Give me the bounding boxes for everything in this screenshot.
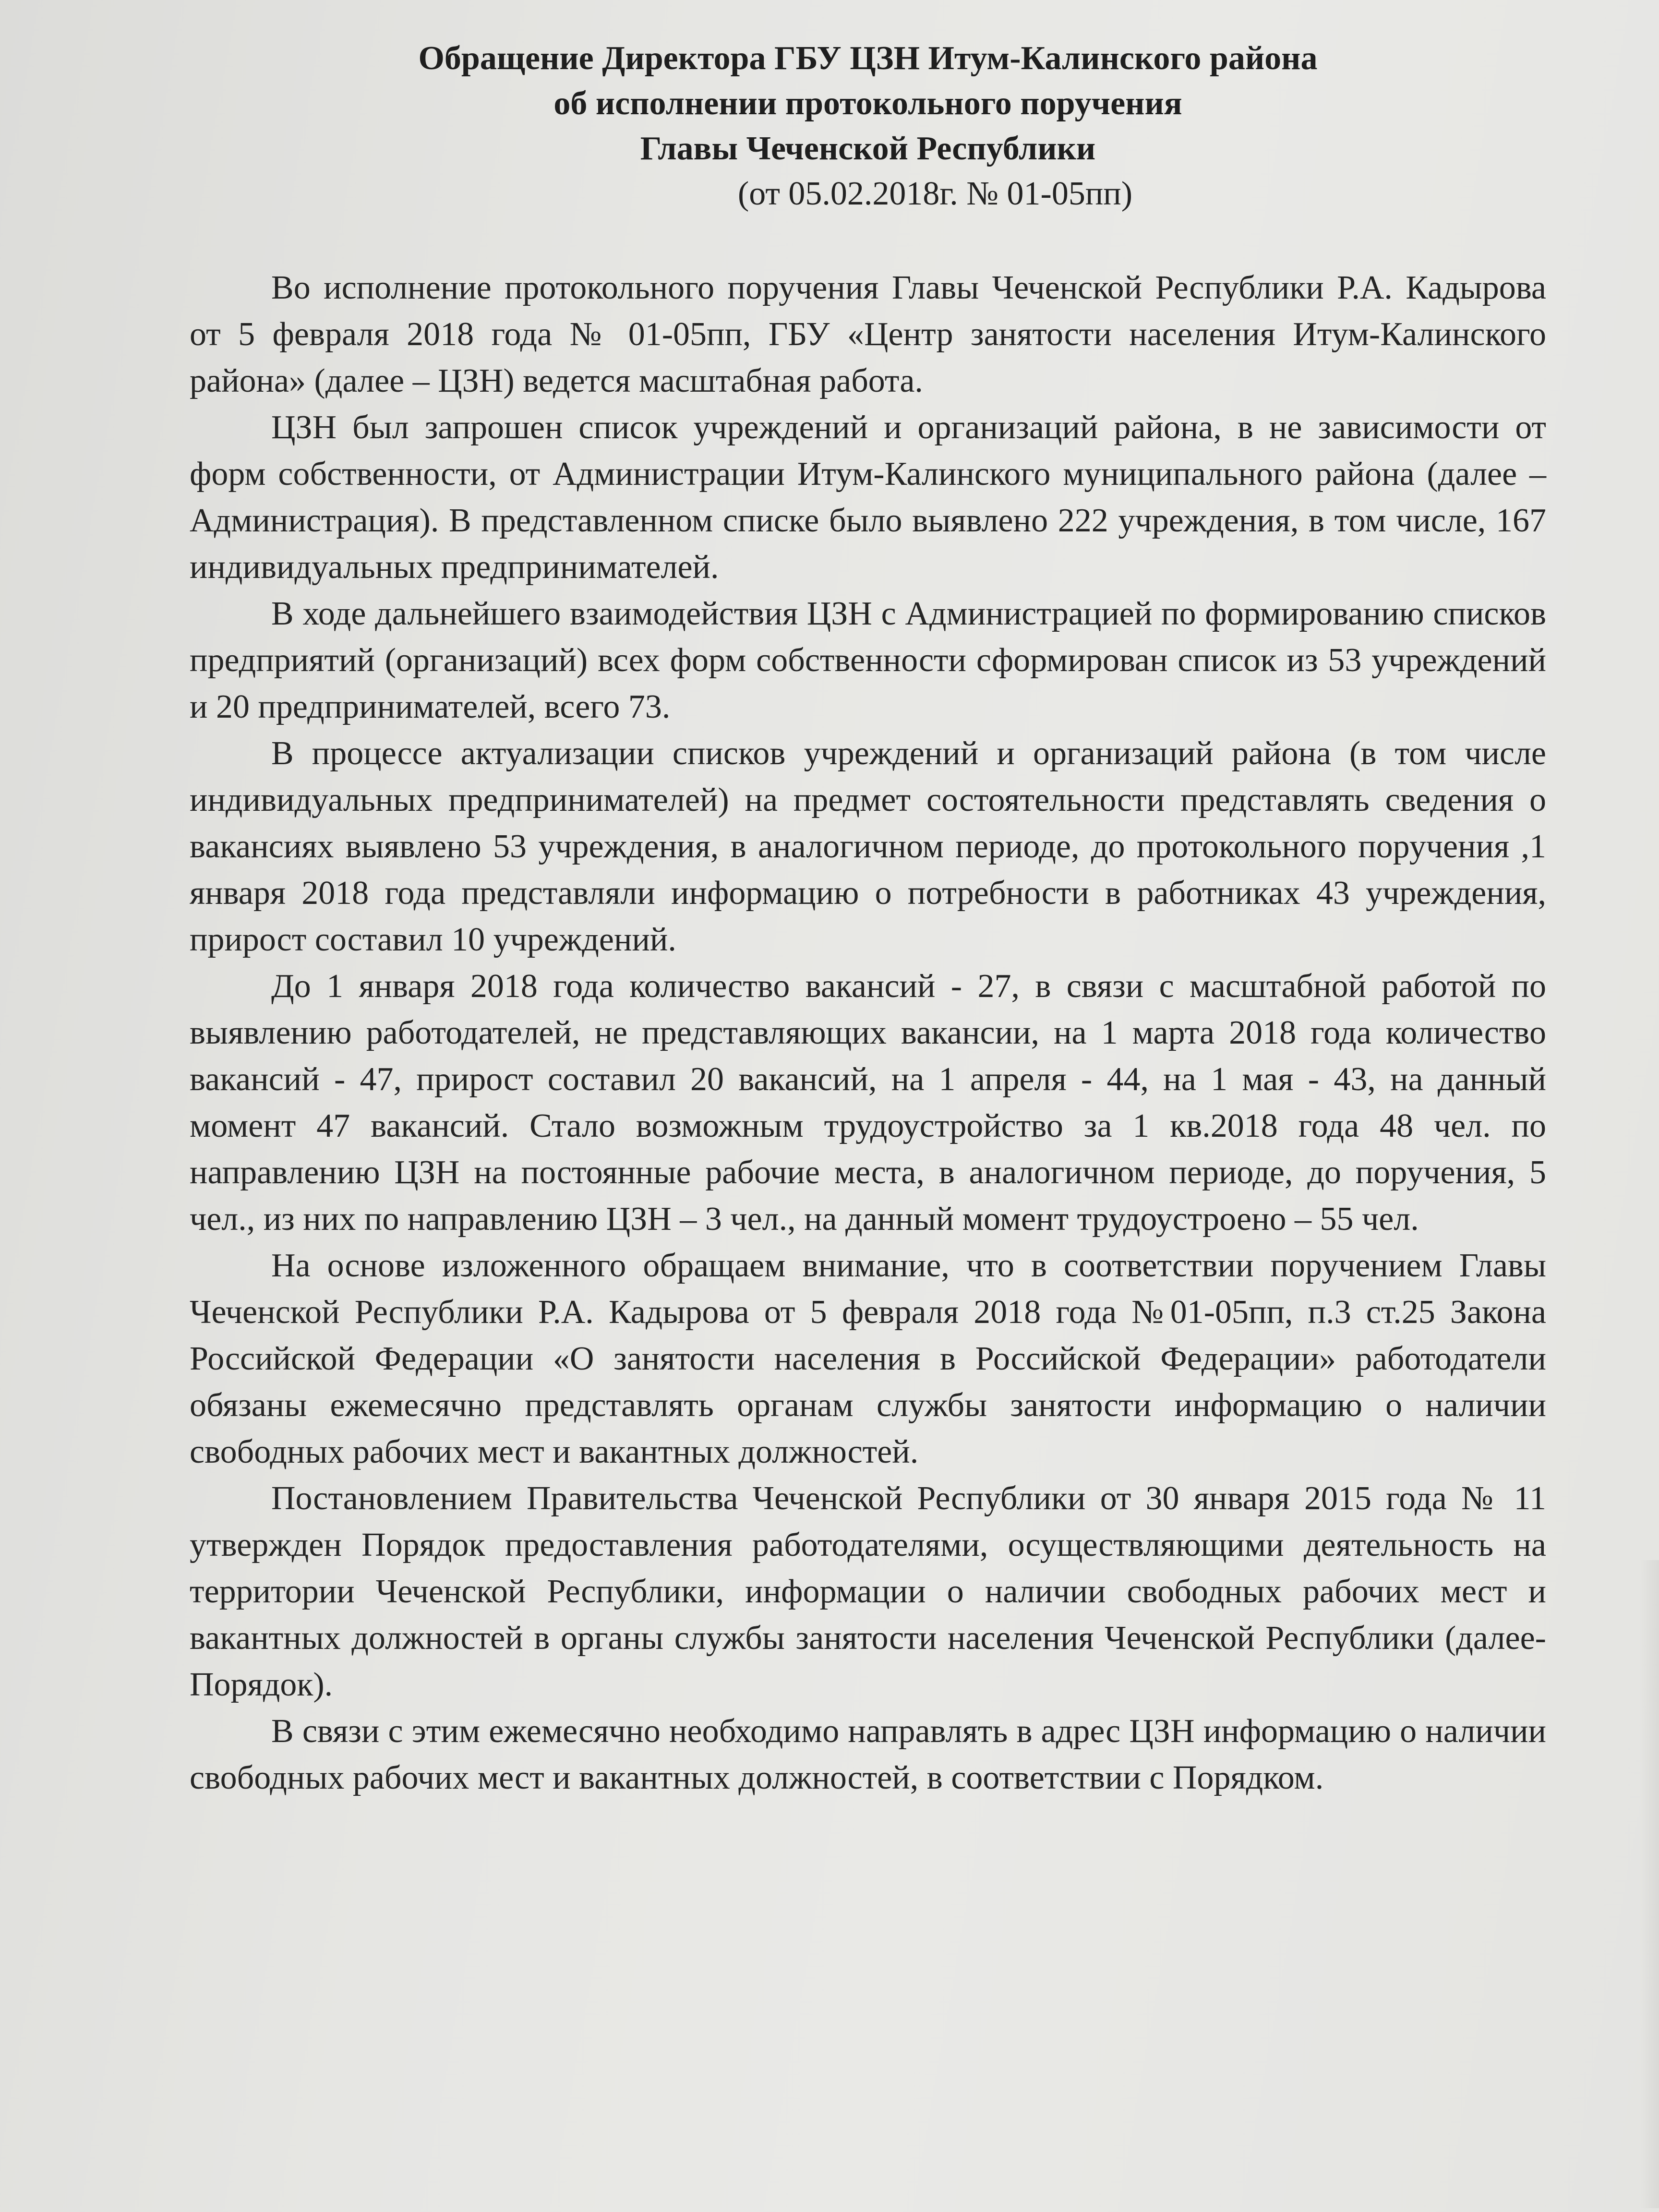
paragraph-3: В ходе дальнейшего взаимодействия ЦЗН с Администрацией по формированию списков предприятий (организаций) всех форм собственности сформирован список из 53 учреждений и 20 предпринимателей, всего 73. (190, 595, 1546, 725)
paragraph-1: Во исполнение протокольного поручения Главы Чеченской Республики Р.А. Кадырова от 5 февраля 2018 года № 01-05пп, ГБУ «Центр занятости населения Итум-Калинского района» (далее – ЦЗН) ведется масштабная работа. (190, 269, 1546, 399)
document-heading (190, 36, 1546, 216)
paragraph-7: Постановлением Правительства Чеченской Республики от 30 января 2015 года № 11 утвержден Порядок предоставления работодателями, осуществляющими деятельность на территории Чеченской Республики, информации о наличии свободных рабочих мест и вакантных должностей в органы службы занятости населения Чеченской Республики (далее-Порядок). (190, 1480, 1546, 1703)
paragraph-5: До 1 января 2018 года количество вакансий - 27, в связи с масштабной работой по выявлению работодателей, не представляющих вакансии, на 1 марта 2018 года количество вакансий - 47, прирост составил 20 вакансий, на 1 апреля - 44, на 1 мая - 43, на данный момент 47 вакансий. Стало возможным трудоустройство за 1 кв.2018 года 48 чел. по направлению ЦЗН на постоянные рабочие места, в аналогичном периоде, до поручения, 5 чел., из них по направлению ЦЗН – 3 чел., на данный момент трудоустроено – 55 чел. (190, 968, 1546, 1238)
paragraph-8: В связи с этим ежемесячно необходимо направлять в адрес ЦЗН информацию о наличии свободных рабочих мест и вакантных должностей, в соответствии с Порядком. (190, 1713, 1546, 1796)
page-edge-shadow (1640, 1560, 1659, 2208)
document-body (190, 264, 1546, 1801)
heading-line-1: Обращение Директора ГБУ ЦЗН Итум-Калинского района (418, 40, 1318, 77)
paragraph-4: В процессе актуализации списков учреждений и организаций района (в том числе индивидуальных предпринимателей) на предмет состоятельности представлять сведения о вакансиях выявлено 53 учреждения, в аналогичном периоде, до протокольного поручения ,1 января 2018 года представляли информацию о потребности в работниках 43 учреждения, прирост составил 10 учреждений. (190, 735, 1546, 958)
heading-line-3: Главы Чеченской Республики (640, 130, 1096, 167)
heading-line-2: об исполнении протокольного поручения (553, 85, 1182, 122)
paragraph-6: На основе изложенного обращаем внимание, что в соответствии поручением Главы Чеченской Республики Р.А. Кадырова от 5 февраля 2018 года №01-05пп, п.3 ст.25 Закона Российской Федерации «О занятости населения в Российской Федерации» работодатели обязаны ежемесячно представлять органам службы занятости информацию о наличии свободных рабочих мест и вакантных должностей. (190, 1247, 1546, 1470)
paragraph-2: ЦЗН был запрошен список учреждений и организаций района, в не зависимости от форм собственности, от Администрации Итум-Калинского муниципального района (далее – Администрация). В представленном списке было выявлено 222 учреждения, в том числе, 167 индивидуальных предпринимателей. (190, 409, 1546, 586)
heading-protocol-reference: (от 05.02.2018г. № 01-05пп) (737, 175, 1133, 212)
